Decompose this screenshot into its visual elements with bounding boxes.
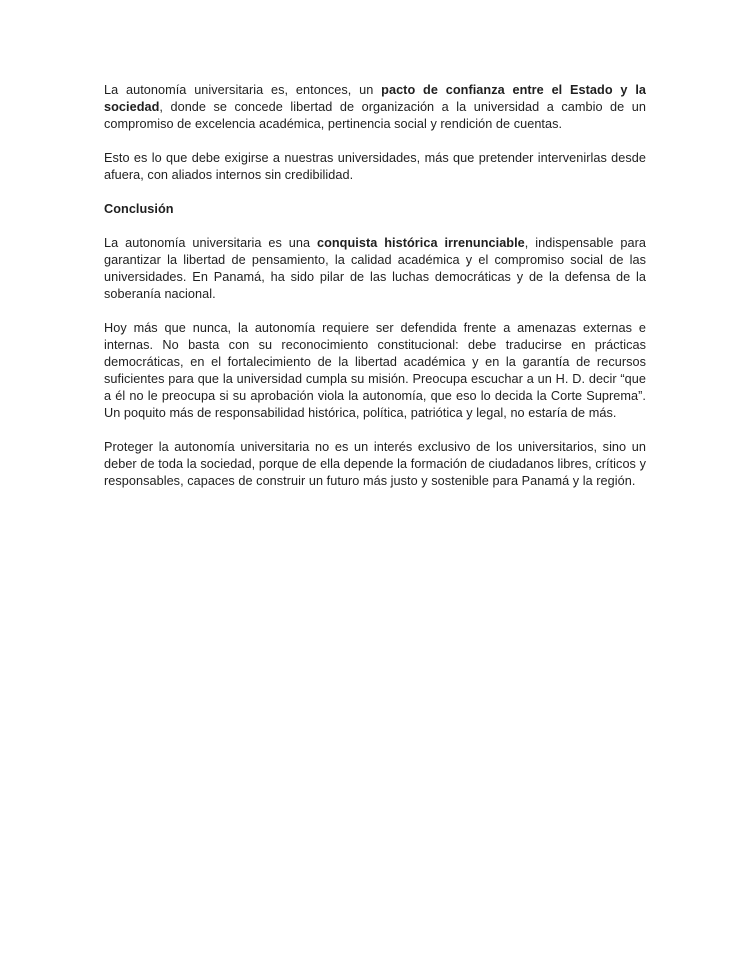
paragraph-text: La autonomía universitaria es una — [104, 236, 317, 250]
paragraph-defensa-autonomia: Hoy más que nunca, la autonomía requiere ser defendida frente a amenazas externas e internas. No basta con su reconocimiento constitucional: debe traducirse en prácticas democráticas, en el fortalecimiento de la libertad académica y en la garantía de recursos suficientes para que la universidad cumpla su misión. Preocupa escuchar a un H. D. decir “que a él no le preocupa si su aprobación viola la autonomía, que eso lo decida la Corte Suprema”. Un poquito más de responsabilidad histórica, política, patriótica y legal, no estaría de más. — [104, 321, 646, 420]
paragraph-text: La autonomía universitaria es, entonces, un — [104, 83, 382, 97]
paragraph-conquista-historica — [104, 235, 646, 303]
paragraph-text: , donde se concede libertad de organización a la universidad a cambio de un compromiso de excelencia académica, pertinencia social y rendición de cuentas. — [104, 100, 646, 131]
paragraph-proteger-autonomia: Proteger la autonomía universitaria no es un interés exclusivo de los universitarios, sino un deber de toda la sociedad, porque de ella depende la formación de ciudadanos libres, críticos y responsables, capaces de construir un futuro más justo y sostenible para Panamá y la región. — [104, 440, 646, 488]
bold-run-conquista-historica: conquista histórica irrenunciable — [316, 236, 525, 250]
paragraph-text: , indispensable para garantizar la libertad de pensamiento, la calidad académica y el compromiso social de las universidades. En Panamá, ha sido pilar de las luchas democráticas y de la defensa de la soberanía nacional. — [104, 236, 646, 301]
section-heading-conclusion: Conclusión — [104, 202, 174, 216]
paragraph-exigirse-universidades: Esto es lo que debe exigirse a nuestras universidades, más que pretender intervenirlas desde afuera, con aliados internos sin credibilidad. — [104, 151, 646, 182]
document-text-column — [104, 82, 646, 507]
paragraph-pacto-de-confianza — [104, 82, 646, 133]
bold-run-pacto-de-confianza: pacto de confianza entre el Estado y la sociedad — [104, 83, 647, 114]
